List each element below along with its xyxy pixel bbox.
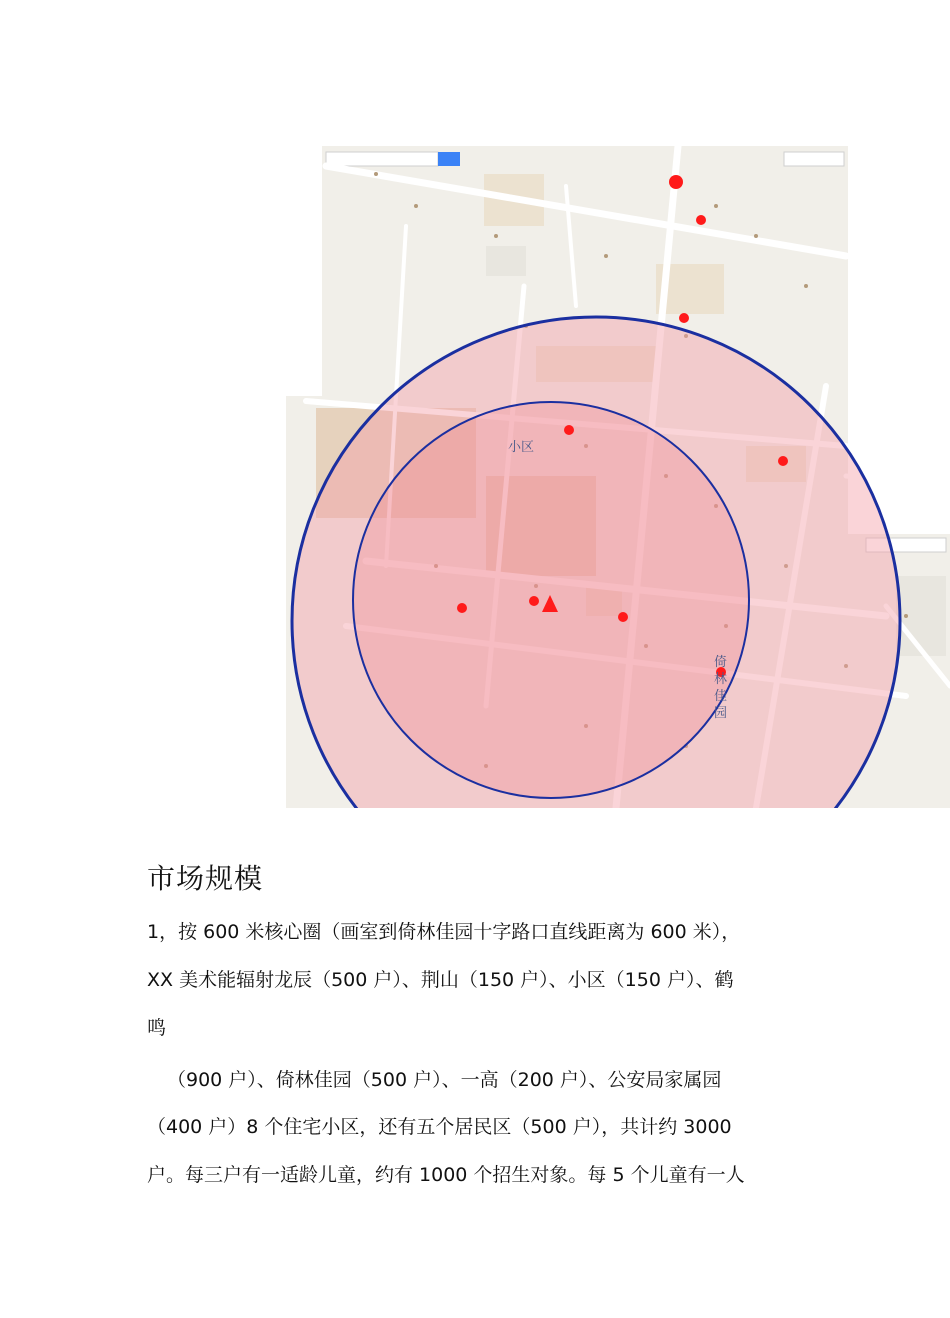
map-svg [286, 146, 950, 808]
map-search-box[interactable] [326, 152, 438, 166]
yilin-garden-char-2: 林 [714, 672, 728, 687]
map-search-button[interactable] [438, 152, 460, 166]
dot-marker-icon [696, 215, 706, 225]
map-poi [754, 234, 758, 238]
map-toolbar[interactable] [784, 152, 844, 166]
paragraph-line: 1，按 600 米核心圈（画室到倚林佳园十字路口直线距离为 600 米）， [147, 921, 741, 943]
map-poi [804, 284, 808, 288]
yilin-garden-char-4: 园 [714, 706, 728, 721]
yilin-garden-char-3: 佳 [714, 689, 728, 704]
map-poi [904, 614, 908, 618]
paragraph-line: （400 户）8 个住宅小区，还有五个居民区（500 户），共计约 3000 [147, 1116, 732, 1138]
paragraph-line: （900 户）、倚林佳园（500 户）、一高（200 户）、公安局家属园 [167, 1069, 722, 1091]
map-block [896, 576, 946, 656]
dot-marker-icon [778, 456, 788, 466]
section-heading: 市场规模 [147, 862, 264, 895]
map-block [486, 246, 526, 276]
paragraph-line: 鸣 [147, 1017, 167, 1039]
map-poi [494, 234, 498, 238]
map-figure [286, 146, 950, 808]
dot-marker-icon [618, 612, 628, 622]
paragraph-line: XX 美术能辐射龙辰（500 户）、荆山（150 户）、小区（150 户）、鹤 [147, 969, 734, 991]
map-poi [374, 172, 378, 176]
dot-marker-icon [679, 313, 689, 323]
dot-marker-icon [457, 603, 467, 613]
map-poi [414, 204, 418, 208]
dot-marker-icon [529, 596, 539, 606]
dot-marker-icon [564, 425, 574, 435]
community-label: 小区 [508, 440, 535, 455]
dot-marker-icon [669, 175, 683, 189]
map-poi [714, 204, 718, 208]
paragraph-line: 户。每三户有一适龄儿童，约有 1000 个招生对象。每 5 个儿童有一人 [147, 1164, 745, 1186]
map-poi [604, 254, 608, 258]
yilin-garden-char-1: 倚 [714, 655, 728, 670]
